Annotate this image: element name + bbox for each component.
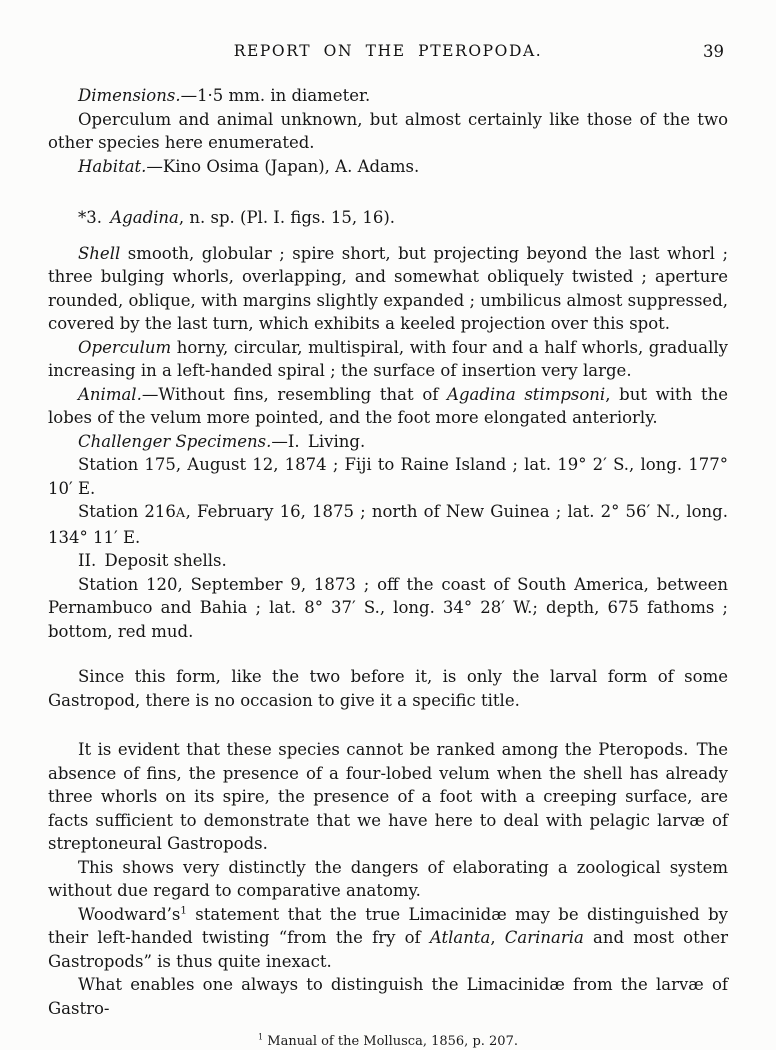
text-segment: horny, circular, multispiral, with four and a half whorls, gradually increasing in a left-handed spiral ; the surface of insertion very large.	[48, 337, 728, 380]
running-head	[48, 42, 728, 64]
spacer	[48, 643, 728, 665]
paragraph	[48, 549, 728, 573]
footnote-text: Manual of the Mollusca, 1856, p. 207.	[263, 1034, 518, 1049]
text-segment: What enables one always to distinguish the Limacinidæ from the larvæ of Gastro-	[48, 975, 728, 1018]
paragraph	[48, 108, 728, 155]
footnote-marker: 1	[258, 1032, 264, 1042]
text-segment: Operculum	[78, 337, 172, 357]
text-segment: Woodward’s	[78, 904, 181, 924]
paragraph	[48, 84, 728, 108]
text-segment: Station 216	[78, 502, 176, 521]
text-segment: and most other Gastropods” is thus quite inexact.	[48, 928, 728, 971]
footnote	[48, 1033, 728, 1050]
text-segment: Animal.	[78, 384, 142, 404]
paragraph	[48, 903, 728, 974]
text-segment: statement that the true Limacinidæ may be distinguished by their left-handed twisting “from the fry of	[48, 904, 728, 947]
text-segment: ,	[490, 928, 505, 947]
text-segment: —Without fins, resembling that of	[141, 384, 448, 404]
text-segment: Carinaria	[504, 928, 584, 947]
spacer	[48, 178, 728, 206]
text-segment: , but with the lobes of the velum more pointed, and the foot more elongated anteriorly.	[48, 384, 728, 427]
paragraph	[48, 738, 728, 856]
text-segment: Agadina	[110, 208, 179, 227]
paragraph	[48, 856, 728, 903]
text-segment: Habitat.	[78, 156, 147, 176]
paragraph	[48, 665, 728, 712]
spacer	[48, 230, 728, 242]
running-head-title: REPORT ON THE PTEROPODA.	[233, 42, 543, 60]
text-segment: Agadina stimpsoni	[447, 384, 606, 404]
paragraph	[48, 453, 728, 500]
text-segment: 1	[180, 905, 187, 916]
section-heading	[48, 206, 728, 230]
text-segment: It is evident that these species cannot be ranked among the Pteropods. The absence of fins, the presence of a four-lobed velum when the shell has already three whorls on its spire, the presence of a foot with a creeping surface, are facts sufficient to demonstrate that we have here to deal with pelagic larvæ of streptoneural Gastropods.	[48, 740, 728, 853]
paragraph	[48, 383, 728, 430]
text-segment: Operculum and animal unknown, but almost certainly like those of the two other species here enumerated.	[48, 109, 728, 152]
paragraph	[48, 573, 728, 644]
page-body	[48, 84, 728, 1050]
spacer	[48, 712, 728, 738]
text-segment: —1·5 mm. in diameter.	[180, 86, 371, 105]
text-segment: —Kino Osima (Japan), A. Adams.	[146, 156, 420, 176]
text-segment: Station 175, August 12, 1874 ; Fiji to Raine Island ; lat. 19° 2′ S., long. 177° 10′ E.	[48, 455, 728, 498]
text-segment: Atlanta	[429, 928, 491, 947]
text-segment: *3.	[78, 208, 111, 227]
text-segment: —I. Living.	[271, 431, 366, 451]
text-segment: smooth, globular ; spire short, but projecting beyond the last whorl ; three bulging whorls, overlapping, and somewhat obliquely twisted ; aperture rounded, oblique, with margins slightly expanded ; umbilicus almost suppressed, covered by the last turn, which exhibits a keeled projection over this spot.	[48, 243, 728, 333]
paragraph	[48, 336, 728, 383]
text-segment: Dimensions.	[78, 86, 181, 105]
paragraph	[48, 430, 728, 454]
text-segment: , n. sp. (Pl. I. figs. 15, 16).	[178, 208, 396, 227]
text-segment: , February 16, 1875 ; north of New Guinea ; lat. 2° 56′ N., long. 134° 11′ E.	[48, 502, 728, 547]
text-segment: Challenger Specimens.	[78, 431, 272, 451]
text-segment: This shows very distinctly the dangers of elaborating a zoological system without due regard to comparative anatomy.	[48, 857, 728, 900]
text-segment: A	[175, 506, 186, 521]
paragraph	[48, 242, 728, 336]
paragraph	[48, 155, 728, 179]
text-segment: Station 120, September 9, 1873 ; off the coast of South America, between Pernambuco and Bahia ; lat. 8° 37′ S., long. 34° 28′ W.; depth, 675 fathoms ; bottom, red mud.	[48, 574, 728, 641]
text-segment: II. Deposit shells.	[78, 551, 227, 570]
page-number: 39	[703, 42, 724, 61]
paragraph	[48, 500, 728, 549]
text-segment: Shell	[78, 243, 121, 263]
text-segment: Since this form, like the two before it, is only the larval form of some Gastropod, there is no occasion to give it a specific title.	[48, 667, 728, 710]
paragraph	[48, 973, 728, 1020]
